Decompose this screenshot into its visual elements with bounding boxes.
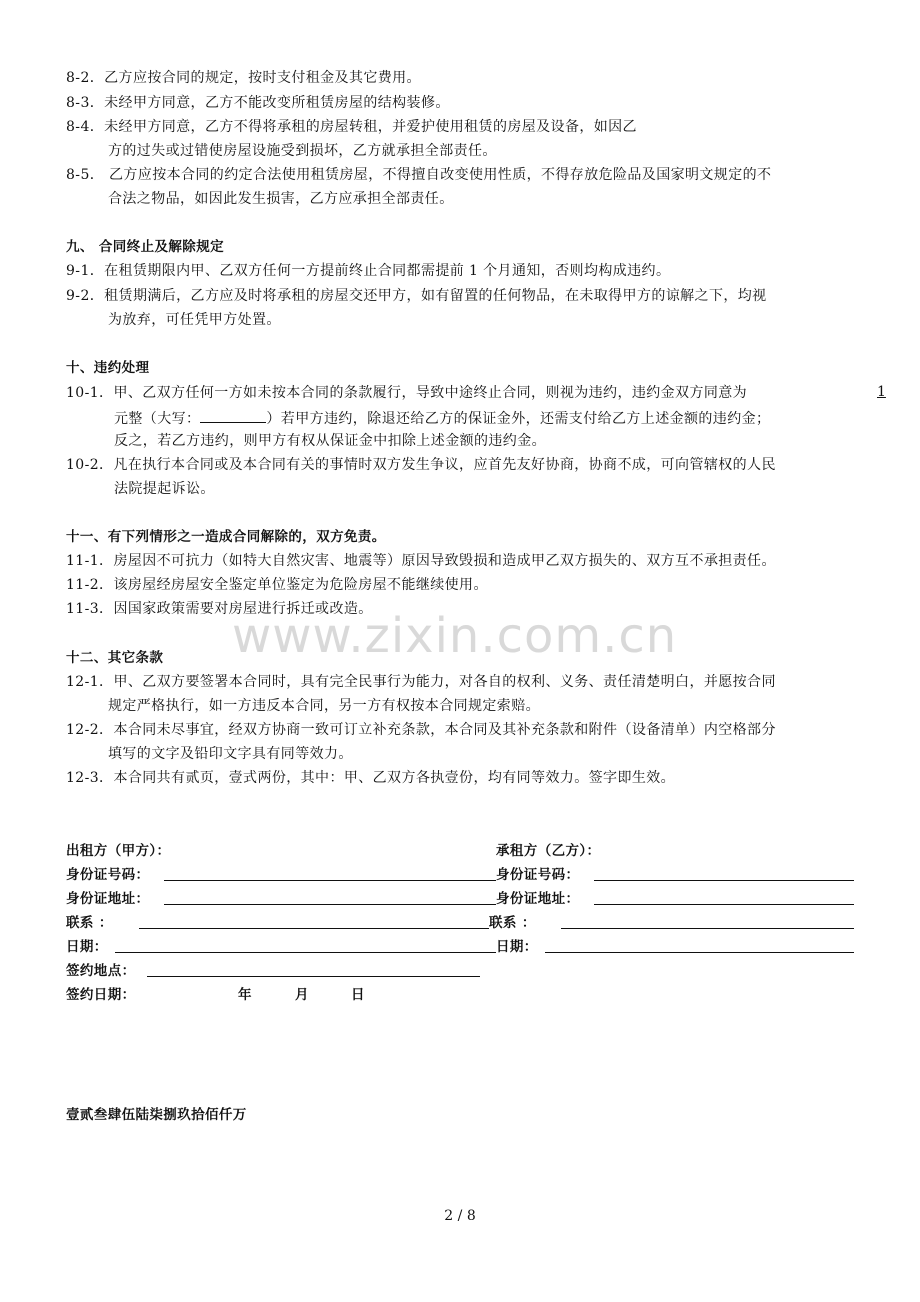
clause-11-1: 11-1．房屋因不可抗力（如特大自然灾害、地震等）原因导致毁损和造成甲乙双方损失的、双方互不承担责任。 [66,553,776,569]
clause-10-1-amount-line [114,408,770,428]
footnote-marker: 1 [877,384,886,400]
section-12-heading: 十二、其它条款 [66,650,164,666]
clause-9-2: 9-2．租赁期满后，乙方应及时将承租的房屋交还甲方，如有留置的任何物品，在未取得甲方的谅解之下，均视 [66,288,767,304]
section-10-heading: 十、违约处理 [66,360,150,376]
section-9-heading: 九、 合同终止及解除规定 [66,239,224,255]
lessor-label: 出租方（甲方）： [66,843,171,859]
sign-date-day: 日 [351,987,365,1003]
clause-12-1: 12-1．甲、乙双方要签署本合同时，具有完全民事行为能力，对各自的权利、义务、责任清楚明白，并愿按合同 [66,674,776,690]
lessee-id-number-field[interactable] [594,880,854,881]
current-page: 2 [444,1208,454,1224]
clause-8-4-cont: 方的过失或过错使房屋设施受到损坏，乙方就承担全部责任。 [108,143,497,159]
sign-place-label: 签约地点： [66,963,136,979]
total-pages: 8 [466,1208,476,1224]
chinese-numerals: 壹贰叁肆伍陆柒捌玖拾佰仟万 [66,1107,247,1123]
amount-rest: ）若甲方违约，除退还给乙方的保证金外，还需支付给乙方上述金额的违约金； [266,411,771,427]
lessee-id-number-label: 身份证号码： [496,867,580,883]
clause-10-2: 10-2．凡在执行本合同或及本合同有关的事情时双方发生争议，应首先友好协商，协商不成，可向管辖权的人民 [66,457,776,473]
clause-12-2: 12-2．本合同未尽事宜，经双方协商一致可订立补充条款，本合同及其补充条款和附件（设备清单）内空格部分 [66,722,776,738]
sign-place-field[interactable] [147,976,480,977]
lessor-date-label: 日期： [66,939,108,955]
sign-date-year: 年 [238,987,252,1003]
lessor-date-field[interactable] [115,952,496,953]
page-separator: / [457,1208,463,1224]
clause-10-1-cont: 反之，若乙方违约，则甲方有权从保证金中扣除上述金额的违约金。 [114,433,546,449]
sign-date-label: 签约日期： [66,987,136,1003]
clause-10-1: 10-1．甲、乙双方任何一方如未按本合同的条款履行，导致中途终止合同，则视为违约，违约金双方同意为 [66,385,748,401]
lessor-contact-label: 联系 ： [66,915,113,931]
amount-blank[interactable] [200,408,266,423]
lessee-id-address-field[interactable] [594,904,854,905]
lessee-contact-label: 联系 ： [489,915,536,931]
clause-11-2: 11-2．该房屋经房屋安全鉴定单位鉴定为危险房屋不能继续使用。 [66,577,488,593]
clause-12-3: 12-3．本合同共有贰页，壹式两份，其中：甲、乙双方各执壹份，均有同等效力。签字即生效。 [66,770,676,786]
page-number [0,1208,920,1224]
clause-12-2-cont: 填写的文字及铅印文字具有同等效力。 [108,746,353,762]
clause-8-2: 8-2．乙方应按合同的规定，按时支付租金及其它费用。 [66,70,421,86]
clause-9-2-cont: 为放弃，可任凭甲方处置。 [108,312,281,328]
section-11-heading: 十一、有下列情形之一造成合同解除的，双方免责。 [66,529,386,545]
clause-12-1-cont: 规定严格执行，如一方违反本合同，另一方有权按本合同规定索赔。 [108,698,540,714]
lessor-id-address-field[interactable] [164,904,496,905]
watermark: www.zixin.com.cn [232,608,678,664]
clause-8-4: 8-4．未经甲方同意，乙方不得将承租的房屋转租，并爱护使用租赁的房屋及设备，如因乙 [66,119,637,135]
lessee-id-address-label: 身份证地址： [496,891,580,907]
lessee-date-field[interactable] [545,952,854,953]
lessee-label: 承租方（乙方）： [496,843,601,859]
lessor-contact-field[interactable] [139,928,489,929]
amount-label: 元整（大写： [114,411,201,427]
lessor-id-number-label: 身份证号码： [66,867,150,883]
clause-8-5: 8-5． 乙方应按本合同的约定合法使用租赁房屋，不得擅自改变使用性质，不得存放危险品及国家明文规定的不 [66,167,772,183]
lessee-date-label: 日期： [496,939,538,955]
sign-date-month: 月 [295,987,309,1003]
clause-10-2-cont: 法院提起诉讼。 [114,481,215,497]
lessor-id-address-label: 身份证地址： [66,891,150,907]
clause-9-1: 9-1．在租赁期限内甲、乙双方任何一方提前终止合同都需提前 1 个月通知，否则均构成违约。 [66,263,671,279]
clause-11-3: 11-3．因国家政策需要对房屋进行拆迁或改造。 [66,601,373,617]
lessor-id-number-field[interactable] [164,880,496,881]
lessee-contact-field[interactable] [561,928,854,929]
clause-8-3: 8-3．未经甲方同意，乙方不能改变所租赁房屋的结构装修。 [66,95,450,111]
clause-8-5-cont: 合法之物品，如因此发生损害，乙方应承担全部责任。 [108,191,454,207]
